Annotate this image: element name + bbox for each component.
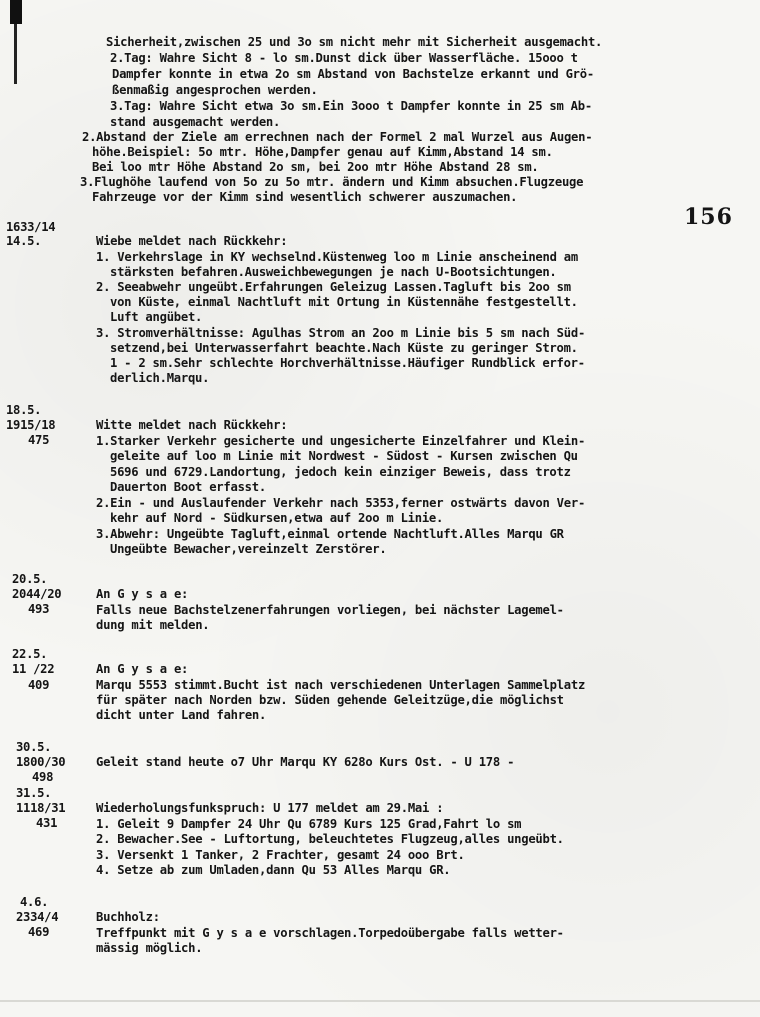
- text-line: 1. Geleit 9 Dampfer 24 Uhr Qu 6789 Kurs 125 Grad,Fahrt lo sm: [96, 817, 522, 831]
- margin-note: 2044/20: [12, 587, 62, 601]
- binder-rule: [14, 24, 17, 84]
- text-line: geleite auf loo m Linie mit Nordwest - Südost - Kursen zwischen Qu: [110, 449, 578, 463]
- margin-note: 431: [36, 816, 58, 830]
- text-line: Geleit stand heute o7 Uhr Marqu KY 628o Kurs Ost. - U 178 -: [96, 755, 515, 769]
- text-line: 2. Seeabwehr ungeübt.Erfahrungen Geleizug Lassen.Tagluft bis 2oo sm: [96, 280, 571, 294]
- margin-note: 1633/14: [6, 220, 56, 234]
- page-number: 156: [684, 204, 733, 230]
- text-line: 4. Setze ab zum Umladen,dann Qu 53 Alles Marqu GR.: [96, 863, 451, 877]
- text-line: 3.Flughöhe laufend von 5o zu 5o mtr. ändern und Kimm absuchen.Flugzeuge: [80, 175, 584, 189]
- text-line: 2.Abstand der Ziele am errechnen nach der Formel 2 mal Wurzel aus Augen-: [82, 130, 593, 144]
- text-line: 2.Ein - und Auslaufender Verkehr nach 5353,ferner ostwärts davon Ver-: [96, 496, 586, 510]
- text-line: ßenmaßig angesprochen werden.: [112, 83, 318, 97]
- margin-note: 1915/18: [6, 418, 56, 432]
- margin-note: 469: [28, 925, 50, 939]
- margin-note: 409: [28, 678, 50, 692]
- text-line: Dampfer konnte in etwa 2o sm Abstand von Bachstelze erkannt und Grö-: [112, 67, 594, 81]
- margin-note: 493: [28, 602, 50, 616]
- text-line: dicht unter Land fahren.: [96, 708, 267, 722]
- text-line: Falls neue Bachstelzenerfahrungen vorliegen, bei nächster Lagemel-: [96, 603, 564, 617]
- text-line: 3.Tag: Wahre Sicht etwa 3o sm.Ein 3ooo t Dampfer konnte in 25 sm Ab-: [110, 99, 592, 113]
- text-line: dung mit melden.: [96, 618, 210, 632]
- margin-note: 14.5.: [6, 234, 42, 248]
- binder-mark: [10, 0, 22, 24]
- text-line: Sicherheit,zwischen 25 und 3o sm nicht mehr mit Sicherheit ausgemacht.: [106, 35, 603, 49]
- text-line: stärksten befahren.Ausweichbewegungen je nach U-Bootsichtungen.: [110, 265, 557, 279]
- margin-note: 2334/4: [16, 910, 59, 924]
- text-line: An G y s a e:: [96, 662, 189, 676]
- text-line: Wiederholungsfunkspruch: U 177 meldet am 29.Mai :: [96, 801, 444, 815]
- text-line: 1. Verkehrslage in KY wechselnd.Küstenweg loo m Linie anscheinend am: [96, 250, 578, 264]
- text-line: Marqu 5553 stimmt.Bucht ist nach verschiedenen Unterlagen Sammelplatz: [96, 678, 586, 692]
- text-line: Bei loo mtr Höhe Abstand 2o sm, bei 2oo mtr Höhe Abstand 28 sm.: [92, 160, 539, 174]
- margin-note: 475: [28, 433, 50, 447]
- margin-note: 11 /22: [12, 662, 55, 676]
- text-line: Ungeübte Bewacher,vereinzelt Zerstörer.: [110, 542, 387, 556]
- margin-note: 1800/30: [16, 755, 66, 769]
- text-line: derlich.Marqu.: [110, 371, 210, 385]
- text-line: für später nach Norden bzw. Süden gehende Geleitzüge,die möglichst: [96, 693, 564, 707]
- text-line: Fahrzeuge vor der Kimm sind wesentlich schwerer auszumachen.: [92, 190, 518, 204]
- text-line: Luft angübet.: [110, 310, 203, 324]
- text-line: 1.Starker Verkehr gesicherte und ungesicherte Einzelfahrer und Klein-: [96, 434, 586, 448]
- text-line: setzend,bei Unterwasserfahrt beachte.Nach Küste zu geringer Strom.: [110, 341, 578, 355]
- text-line: 3. Stromverhältnisse: Agulhas Strom an 2oo m Linie bis 5 sm nach Süd-: [96, 326, 586, 340]
- text-line: Dauerton Boot erfasst.: [110, 480, 266, 494]
- text-line: höhe.Beispiel: 5o mtr. Höhe,Dampfer genau auf Kimm,Abstand 14 sm.: [92, 145, 553, 159]
- text-line: 3.Abwehr: Ungeübte Tagluft,einmal ortende Nachtluft.Alles Marqu GR: [96, 527, 564, 541]
- text-line: mässig möglich.: [96, 941, 203, 955]
- text-line: Witte meldet nach Rückkehr:: [96, 418, 288, 432]
- text-line: Buchholz:: [96, 910, 160, 924]
- margin-note: 20.5.: [12, 572, 48, 586]
- text-line: 2.Tag: Wahre Sicht 8 - lo sm.Dunst dick über Wasserfläche. 15ooo t: [110, 51, 578, 65]
- margin-note: 18.5.: [6, 403, 42, 417]
- margin-note: 22.5.: [12, 647, 48, 661]
- text-line: 5696 und 6729.Landortung, jedoch kein einziger Beweis, dass trotz: [110, 465, 571, 479]
- text-line: Treffpunkt mit G y s a e vorschlagen.Torpedoübergabe falls wetter-: [96, 926, 564, 940]
- margin-note: 4.6.: [20, 895, 49, 909]
- text-line: von Küste, einmal Nachtluft mit Ortung in Küstennähe festgestellt.: [110, 295, 578, 309]
- margin-note: 1118/31: [16, 801, 66, 815]
- page-bottom-edge: [0, 1000, 760, 1002]
- text-line: Wiebe meldet nach Rückkehr:: [96, 234, 288, 248]
- margin-note: 498: [32, 770, 54, 784]
- text-line: stand ausgemacht werden.: [110, 115, 281, 129]
- text-line: 1 - 2 sm.Sehr schlechte Horchverhältnisse.Häufiger Rundblick erfor-: [110, 356, 585, 370]
- margin-note: 30.5.: [16, 740, 52, 754]
- text-line: kehr auf Nord - Südkursen,etwa auf 2oo m Linie.: [110, 511, 444, 525]
- text-line: An G y s a e:: [96, 587, 189, 601]
- margin-note: 31.5.: [16, 786, 52, 800]
- text-line: 3. Versenkt 1 Tanker, 2 Frachter, gesamt 24 ooo Brt.: [96, 848, 465, 862]
- text-line: 2. Bewacher.See - Luftortung, beleuchtetes Flugzeug,alles ungeübt.: [96, 832, 564, 846]
